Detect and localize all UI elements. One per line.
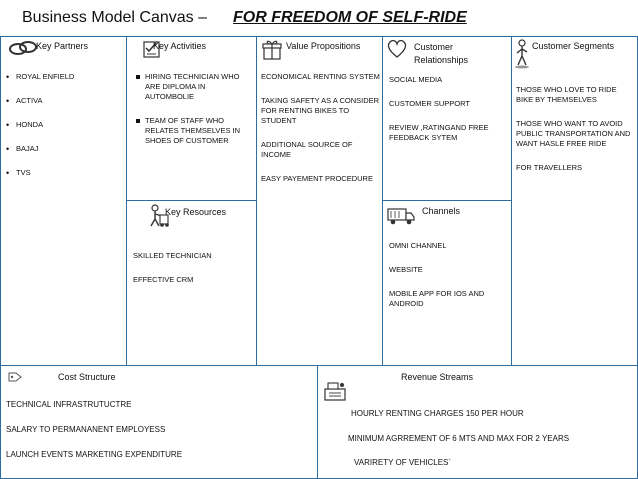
key-activities-box [126, 36, 257, 201]
key-resources-title: Key Resources [165, 207, 227, 217]
heart-icon [386, 39, 408, 59]
key-activities-list [135, 72, 255, 160]
list-item: • ACTIVA [6, 96, 124, 106]
list-item: LAUNCH EVENTS MARKETING EXPENDITURE [6, 450, 183, 459]
customer-relationships-list [389, 75, 509, 157]
list-item: SALARY TO PERMANANENT EMPLOYESS [6, 425, 166, 434]
cost-structure-list [6, 399, 311, 474]
page-subtitle: FOR FREEDOM OF SELF-RIDE [233, 9, 467, 26]
list-item: TAKING SAFETY AS A CONSIDER FOR RENTING BIKES TO STUDENT [261, 96, 380, 125]
channels-list [389, 241, 509, 323]
price-tag-icon [7, 370, 23, 384]
truck-icon [386, 205, 416, 227]
list-item: WEBSITE [389, 265, 423, 274]
customer-relationships-title-line1: Customer [414, 42, 454, 52]
list-item: • ROYAL ENFIELD [6, 72, 124, 82]
page-title: Business Model Canvas – [22, 9, 207, 26]
key-partners-title: Key Partners [36, 41, 89, 51]
list-item: HOURLY RENTING CHARGES 150 PER HOUR [351, 409, 524, 418]
key-partners-box [0, 36, 127, 366]
revenue-streams-title: Revenue Streams [401, 372, 474, 382]
value-propositions-title: Value Propositions [286, 41, 361, 51]
customer-segments-title: Customer Segments [532, 41, 615, 51]
list-item: ECONOMICAL RENTING SYSTEM [261, 72, 380, 81]
list-item: MINIMUM AGRREMENT OF 6 MTS AND MAX FOR 2 YEARS [348, 434, 570, 443]
customer-relationships-title [414, 41, 468, 67]
list-item: TEAM OF STAFF WHO RELATES THEMSELVES IN SHOES OF CUSTOMER [135, 116, 255, 146]
list-item: • HONDA [6, 120, 124, 130]
list-item: SOCIAL MEDIA [389, 75, 443, 84]
list-item: REVIEW ,RATINGAND FREE FEEDBACK SYTEM [389, 123, 489, 142]
gift-icon [261, 39, 283, 61]
key-resources-box [126, 200, 257, 366]
customer-relationships-title-line2: Relationships [414, 55, 469, 65]
person-icon [514, 39, 532, 69]
channels-title: Channels [422, 206, 461, 216]
cash-register-icon [322, 379, 348, 403]
list-item: EFFECTIVE CRM [133, 275, 194, 284]
list-item: OMNI CHANNEL [389, 241, 447, 250]
business-model-canvas [0, 36, 638, 479]
channels-box [382, 200, 512, 366]
value-propositions-box [256, 36, 383, 366]
list-item: FOR TRAVELLERS [516, 163, 582, 172]
chain-link-icon [8, 40, 38, 56]
list-item: • BAJAJ [6, 144, 124, 154]
customer-segments-box [511, 36, 638, 366]
list-item: THOSE WHO WANT TO AVOID PUBLIC TRANSPORTATION AND WANT HASLE FREE RIDE [516, 119, 631, 148]
list-item: TECHNICAL INFRASTRUTUCTRE [6, 400, 132, 409]
cost-structure-title: Cost Structure [58, 372, 116, 382]
customer-segments-list [516, 85, 634, 187]
list-item: CUSTOMER SUPPORT [389, 99, 470, 108]
list-item: ADDITIONAL SOURCE OF INCOME [261, 140, 353, 159]
key-activities-title: Key Activities [153, 41, 207, 51]
list-item: EASY PAYEMENT PROCEDURE [261, 174, 373, 183]
list-item: MOBILE APP FOR IOS AND ANDROID [389, 289, 485, 308]
key-partners-list [6, 72, 124, 192]
list-item: • TVS [6, 168, 124, 178]
list-item: HIRING TECHNICIAN WHO ARE DIPLOMA IN AUTOMBOLIE [135, 72, 255, 102]
list-item: SKILLED TECHNICIAN [133, 251, 212, 260]
list-item: THOSE WHO LOVE TO RIDE BIKE BY THEMSELVES [516, 85, 617, 104]
list-item: VARIRETY OF VEHICLES` [354, 458, 452, 467]
customer-relationships-box [382, 36, 512, 201]
cost-structure-box [0, 365, 318, 479]
value-propositions-list [261, 72, 381, 198]
revenue-streams-box [317, 365, 638, 479]
key-resources-list [133, 251, 253, 299]
revenue-streams-list [348, 408, 636, 479]
